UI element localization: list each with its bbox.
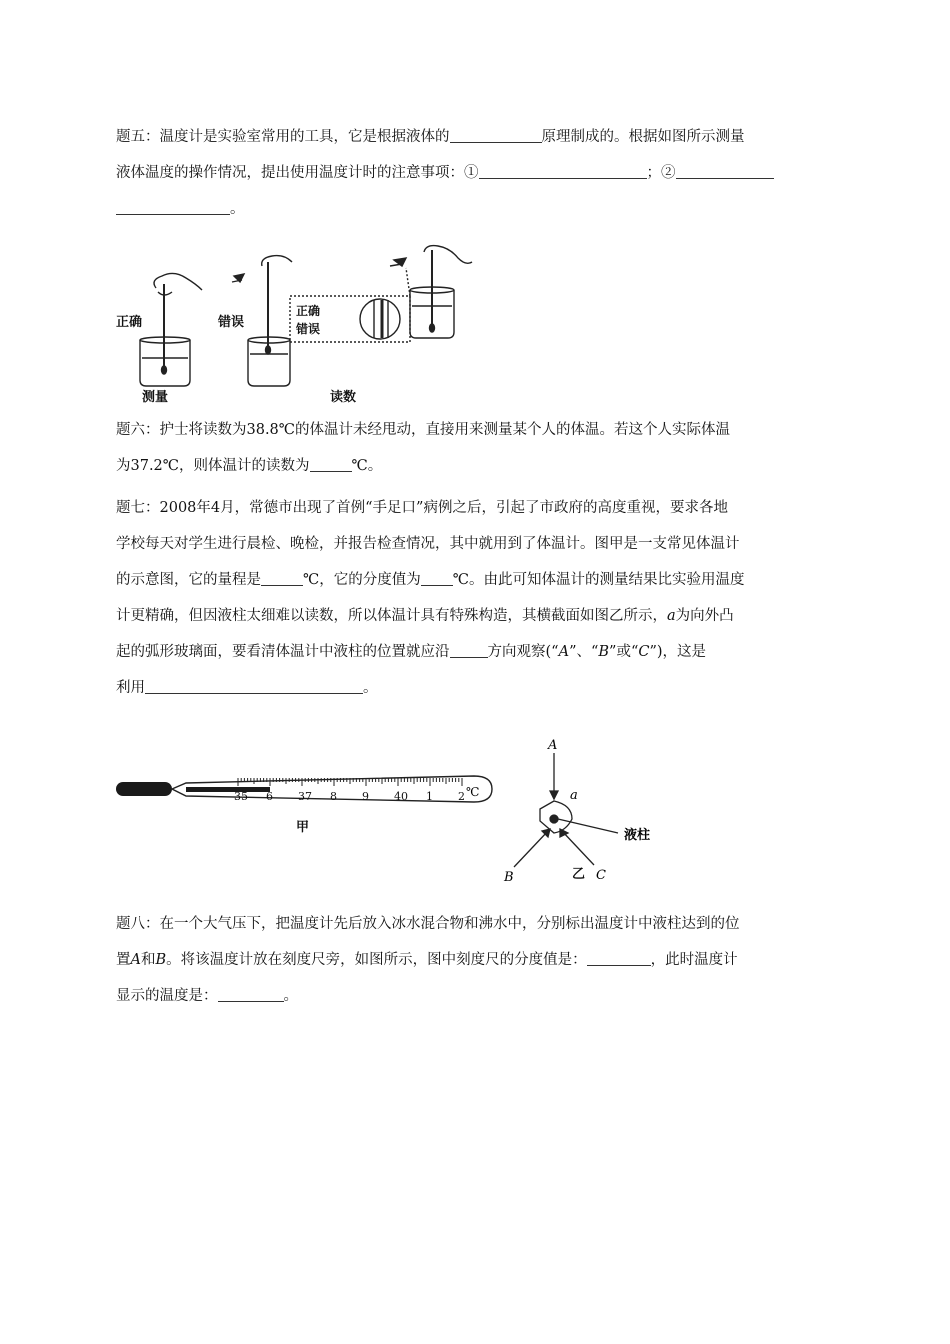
q8-line2-e: 。将该温度计放在刻度尺旁，如图所示，图中刻度尺的分度值是： — [166, 952, 587, 968]
fig-inset-correct: 正确 — [296, 304, 321, 318]
q8-blank-temperature[interactable] — [218, 985, 284, 1002]
q7-line3-c: ℃。由此可知体温计的测量结果比实验用温度 — [452, 572, 745, 588]
thermometer-tick-label: 1 — [426, 790, 433, 803]
q5-figure — [112, 240, 482, 405]
q5-line2-b: ；② — [646, 165, 676, 181]
question-7 — [116, 490, 838, 706]
q8-line3-b: 。 — [283, 988, 298, 1004]
q7-line5-d: ”、“ — [569, 644, 599, 660]
fig-label-measure: 测量 — [142, 390, 169, 405]
q7-line4-a: 计更精确，但因液柱太细难以读数，所以体温计具有特殊构造，其横截面如图乙所示， — [116, 608, 667, 624]
q8-blank-division[interactable] — [587, 949, 651, 966]
direction-b-label: B — [504, 870, 514, 885]
thermometer-tick-label: 37 — [298, 790, 312, 803]
q7-line3-b: ℃，它的分度值为 — [303, 572, 421, 588]
q5-line1-a: 题五：温度计是实验室常用的工具，它是根据液体的 — [116, 129, 450, 145]
q7-line5-e: B — [598, 644, 610, 660]
q7-line4-b: a — [667, 608, 676, 624]
q8-line2-a: 置 — [116, 952, 131, 968]
glass-surface-a-label: a — [570, 788, 578, 803]
q5-blank-note2-cont[interactable] — [116, 198, 230, 215]
fig-label-correct: 正确 — [116, 315, 143, 330]
q7-line1: 题七：2008年4月，常德市出现了首例“手足口”病例之后，引起了市政府的高度重视，要求各地 — [116, 500, 728, 516]
question-8 — [116, 906, 838, 1014]
q7-line5-b: 方向观察(“ — [487, 644, 559, 660]
q5-blank-note2[interactable] — [676, 162, 774, 179]
q8-line2-b: A — [130, 952, 141, 968]
question-5 — [116, 119, 838, 227]
q7-line5-a: 起的弧形玻璃面，要看清体温计中液柱的位置就应沿 — [116, 644, 450, 660]
q5-line2-a: 液体温度的操作情况，提出使用温度计时的注意事项：① — [116, 165, 479, 181]
fig-label-wrong: 错误 — [218, 315, 245, 330]
q5-line1-b: 原理制成的。根据如图所示测量 — [541, 129, 745, 145]
thermometer-tick-label: 40 — [394, 790, 408, 803]
thermometer-tick-label: 9 — [362, 790, 369, 803]
q5-blank-principle[interactable] — [450, 126, 542, 143]
q7-blank-range[interactable] — [261, 569, 303, 586]
thermometer-usage-illustration — [112, 240, 482, 390]
q8-line1: 题八：在一个大气压下，把温度计先后放入冰水混合物和沸水中，分别标出温度计中液柱达到的位 — [116, 916, 740, 932]
q7-line5-f: ”或“ — [609, 644, 639, 660]
q7-line5-h: ”)，这是 — [649, 644, 707, 660]
question-6 — [116, 412, 838, 484]
q7-line6-a: 利用 — [116, 680, 145, 696]
q6-line2-b: ℃。 — [351, 458, 383, 474]
q8-line2-f: ，此时温度计 — [650, 952, 738, 968]
q7-line3-a: 的示意图，它的量程是 — [116, 572, 261, 588]
q6-line1: 题六：护士将读数为38.8℃的体温计未经甩动，直接用来测量某个人的体温。若这个人实际体温 — [116, 422, 731, 438]
direction-c-label: C — [596, 868, 606, 883]
q7-line4-c: 为向外凸 — [675, 608, 734, 624]
liquid-column-label: 液柱 — [624, 828, 651, 843]
q7-blank-principle[interactable] — [145, 677, 363, 694]
thermometer-tick-label: 35 — [234, 790, 248, 803]
q7-line5-g: C — [638, 644, 650, 660]
figure-caption-yi: 乙 — [572, 867, 586, 882]
q6-blank-reading[interactable] — [310, 455, 352, 472]
direction-a-label: A — [548, 738, 558, 753]
q8-line2-c: 和 — [140, 952, 156, 968]
thermometer-unit: ℃ — [466, 785, 480, 799]
q8-line3-a: 显示的温度是： — [116, 988, 218, 1004]
thermometer-tick-label: 2 — [458, 790, 465, 803]
q7-blank-division[interactable] — [421, 569, 453, 586]
fig-inset-wrong: 错误 — [296, 322, 321, 336]
q8-line2-d: B — [155, 952, 167, 968]
q7-line2: 学校每天对学生进行晨检、晚检，并报告检查情况，其中就用到了体温计。图甲是一支常见体温计 — [116, 536, 740, 552]
thermometer-tick-label: 6 — [266, 790, 273, 803]
q7-line6-b: 。 — [363, 680, 378, 696]
fig-label-reading: 读数 — [330, 390, 357, 405]
q7-figure-yi — [490, 735, 680, 885]
q7-blank-direction[interactable] — [450, 641, 488, 658]
clinical-thermometer-illustration — [114, 770, 494, 820]
q6-line2-a: 为37.2℃，则体温计的读数为 — [116, 458, 310, 474]
q7-figure-jia — [114, 770, 494, 840]
thermometer-tick-label: 8 — [330, 790, 337, 803]
figure-caption-jia: 甲 — [296, 820, 310, 835]
q5-line3: 。 — [230, 201, 245, 217]
q5-blank-note1[interactable] — [479, 162, 647, 179]
q7-line5-c: A — [558, 644, 570, 660]
